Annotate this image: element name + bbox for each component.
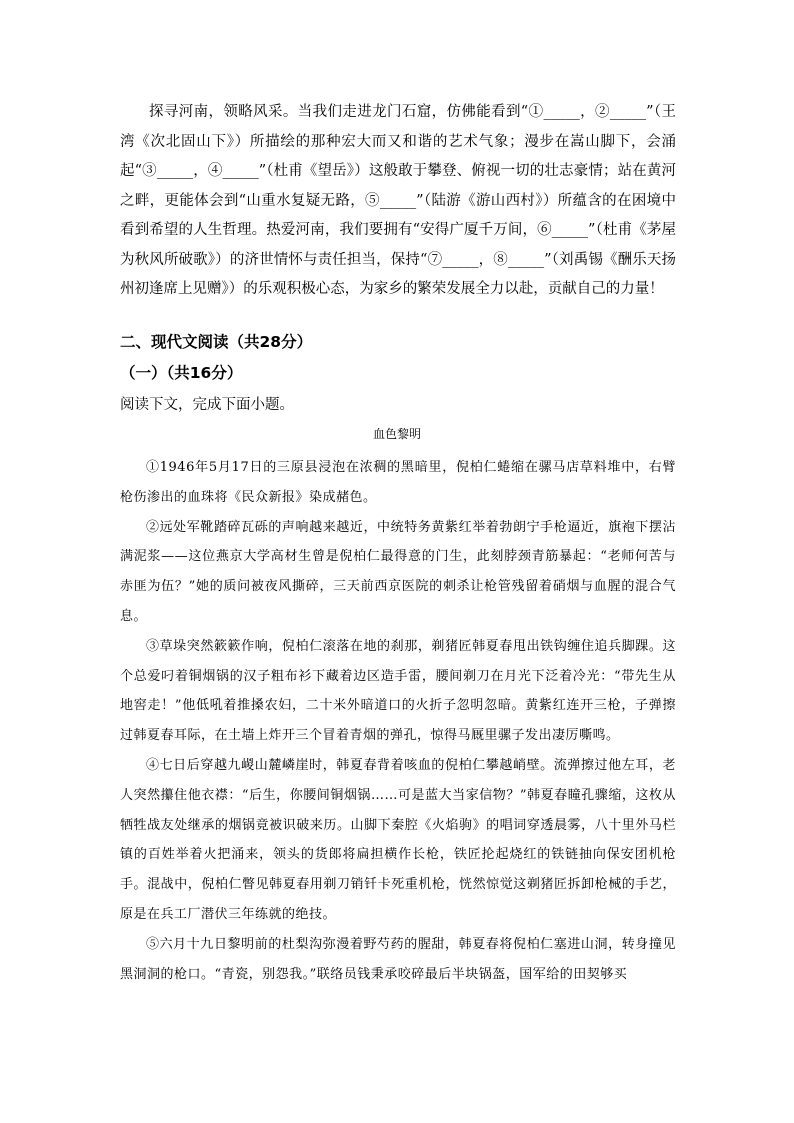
section-subheading: （一）（共16分）: [120, 364, 243, 382]
article-title: 血色黎明: [372, 427, 421, 441]
section-heading: 二、现代文阅读（共28分）: [120, 333, 313, 351]
article-paragraph-3: ③草垛突然簌簌作响，倪柏仁滚落在地的刹那，剃猪匠韩夏春甩出铁钩缠住追兵脚踝。这个总爱叼着铜烟锅的汉子粗布衫下藏着边区造手雷，腰间剃刀在月光下泛着冷光：“带先生从地窖走！”他低吼着推搡农妇，二十米外暗道口的火折子忽明忽暗。黄紫红连开三枪，子弹擦过韩夏春耳际，在土墙上炸开三个冒着青烟的弹孔，惊得马厩里骡子发出凄厉嘶鸣。: [120, 638, 676, 744]
article-paragraph-5: ⑤六月十九日黎明前的杜梨沟弥漫着野芍药的腥甜，韩夏春将倪柏仁塞进山洞，转身撞见黑洞洞的枪口。“青瓷，别怨我。”联络员钱秉承咬碎最后半块锅盔，国军给的田契够买: [120, 936, 676, 982]
poem-fill-paragraph: 探寻河南，领略风采。当我们走进龙门石窟，仿佛能看到“①_____，②_____”（王湾《次北固山下》）所描绘的那种宏大而又和谐的艺术气象；漫步在嵩山脚下，会涌起“③_____，④_____”（杜甫《望岳》）这般敢于攀登、俯视一切的壮志豪情；站在黄河之畔，更能体会到“山重水复疑无路，⑤_____”（陆游《游山西村》）所蕴含的在困境中看到希望的人生哲理。热爱河南，我们要拥有“安得广厦千万间，⑥_____”（杜甫《茅屋为秋风所破歌》）的济世情怀与责任担当，保持“⑦_____，⑧_____”（刘禹锡《酬乐天扬州初逢席上见赠》）的乐观积极心态，为家乡的繁荣发展全力以赴，贡献自己的力量！: [120, 104, 676, 297]
article-paragraph-4: ④七日后穿越九嵕山麓嶙崖时，韩夏春背着咳血的倪柏仁攀越峭壁。流弹擦过他左耳，老人突然攥住他衣襟：“后生，你腰间铜烟锅……可是蓝大当家信物？”韩夏春瞳孔骤缩，这枚从牺牲战友处继承的烟锅竟被识破来历。山脚下秦腔《火焰驹》的唱词穿透晨雾，八十里外马栏镇的百姓举着火把涌来，领头的货郎将扁担横作长枪，铁匠抡起烧红的铁链抽向保安团机枪手。混战中，倪柏仁瞥见韩夏春用剃刀销钎卡死重机枪，恍然惊觉这剃猪匠拆卸枪械的手艺，原是在兵工厂潜伏三年练就的绝技。: [120, 757, 676, 922]
reading-instruction: 阅读下文，完成下面小题。: [120, 397, 294, 413]
article-paragraph-2: ②远处军靴踏碎瓦砾的声响越来越近，中统特务黄紫红举着勃朗宁手枪逼近，旗袍下摆沾满泥浆——这位燕京大学高材生曾是倪柏仁最得意的门生，此刻脖颈青筋暴起：“老师何苦与赤匪为伍？”她的质问被夜风撕碎，三天前西京医院的刺杀让枪管残留着硝烟与血腥的混合气息。: [120, 519, 676, 624]
article-paragraph-1: ①1946年5月17日的三原县浸泡在浓稠的黑暗里，倪柏仁蜷缩在骡马店草料堆中，右臂枪伤渗出的血珠将《民众新报》染成赭色。: [120, 460, 676, 505]
article-body: [120, 453, 676, 989]
